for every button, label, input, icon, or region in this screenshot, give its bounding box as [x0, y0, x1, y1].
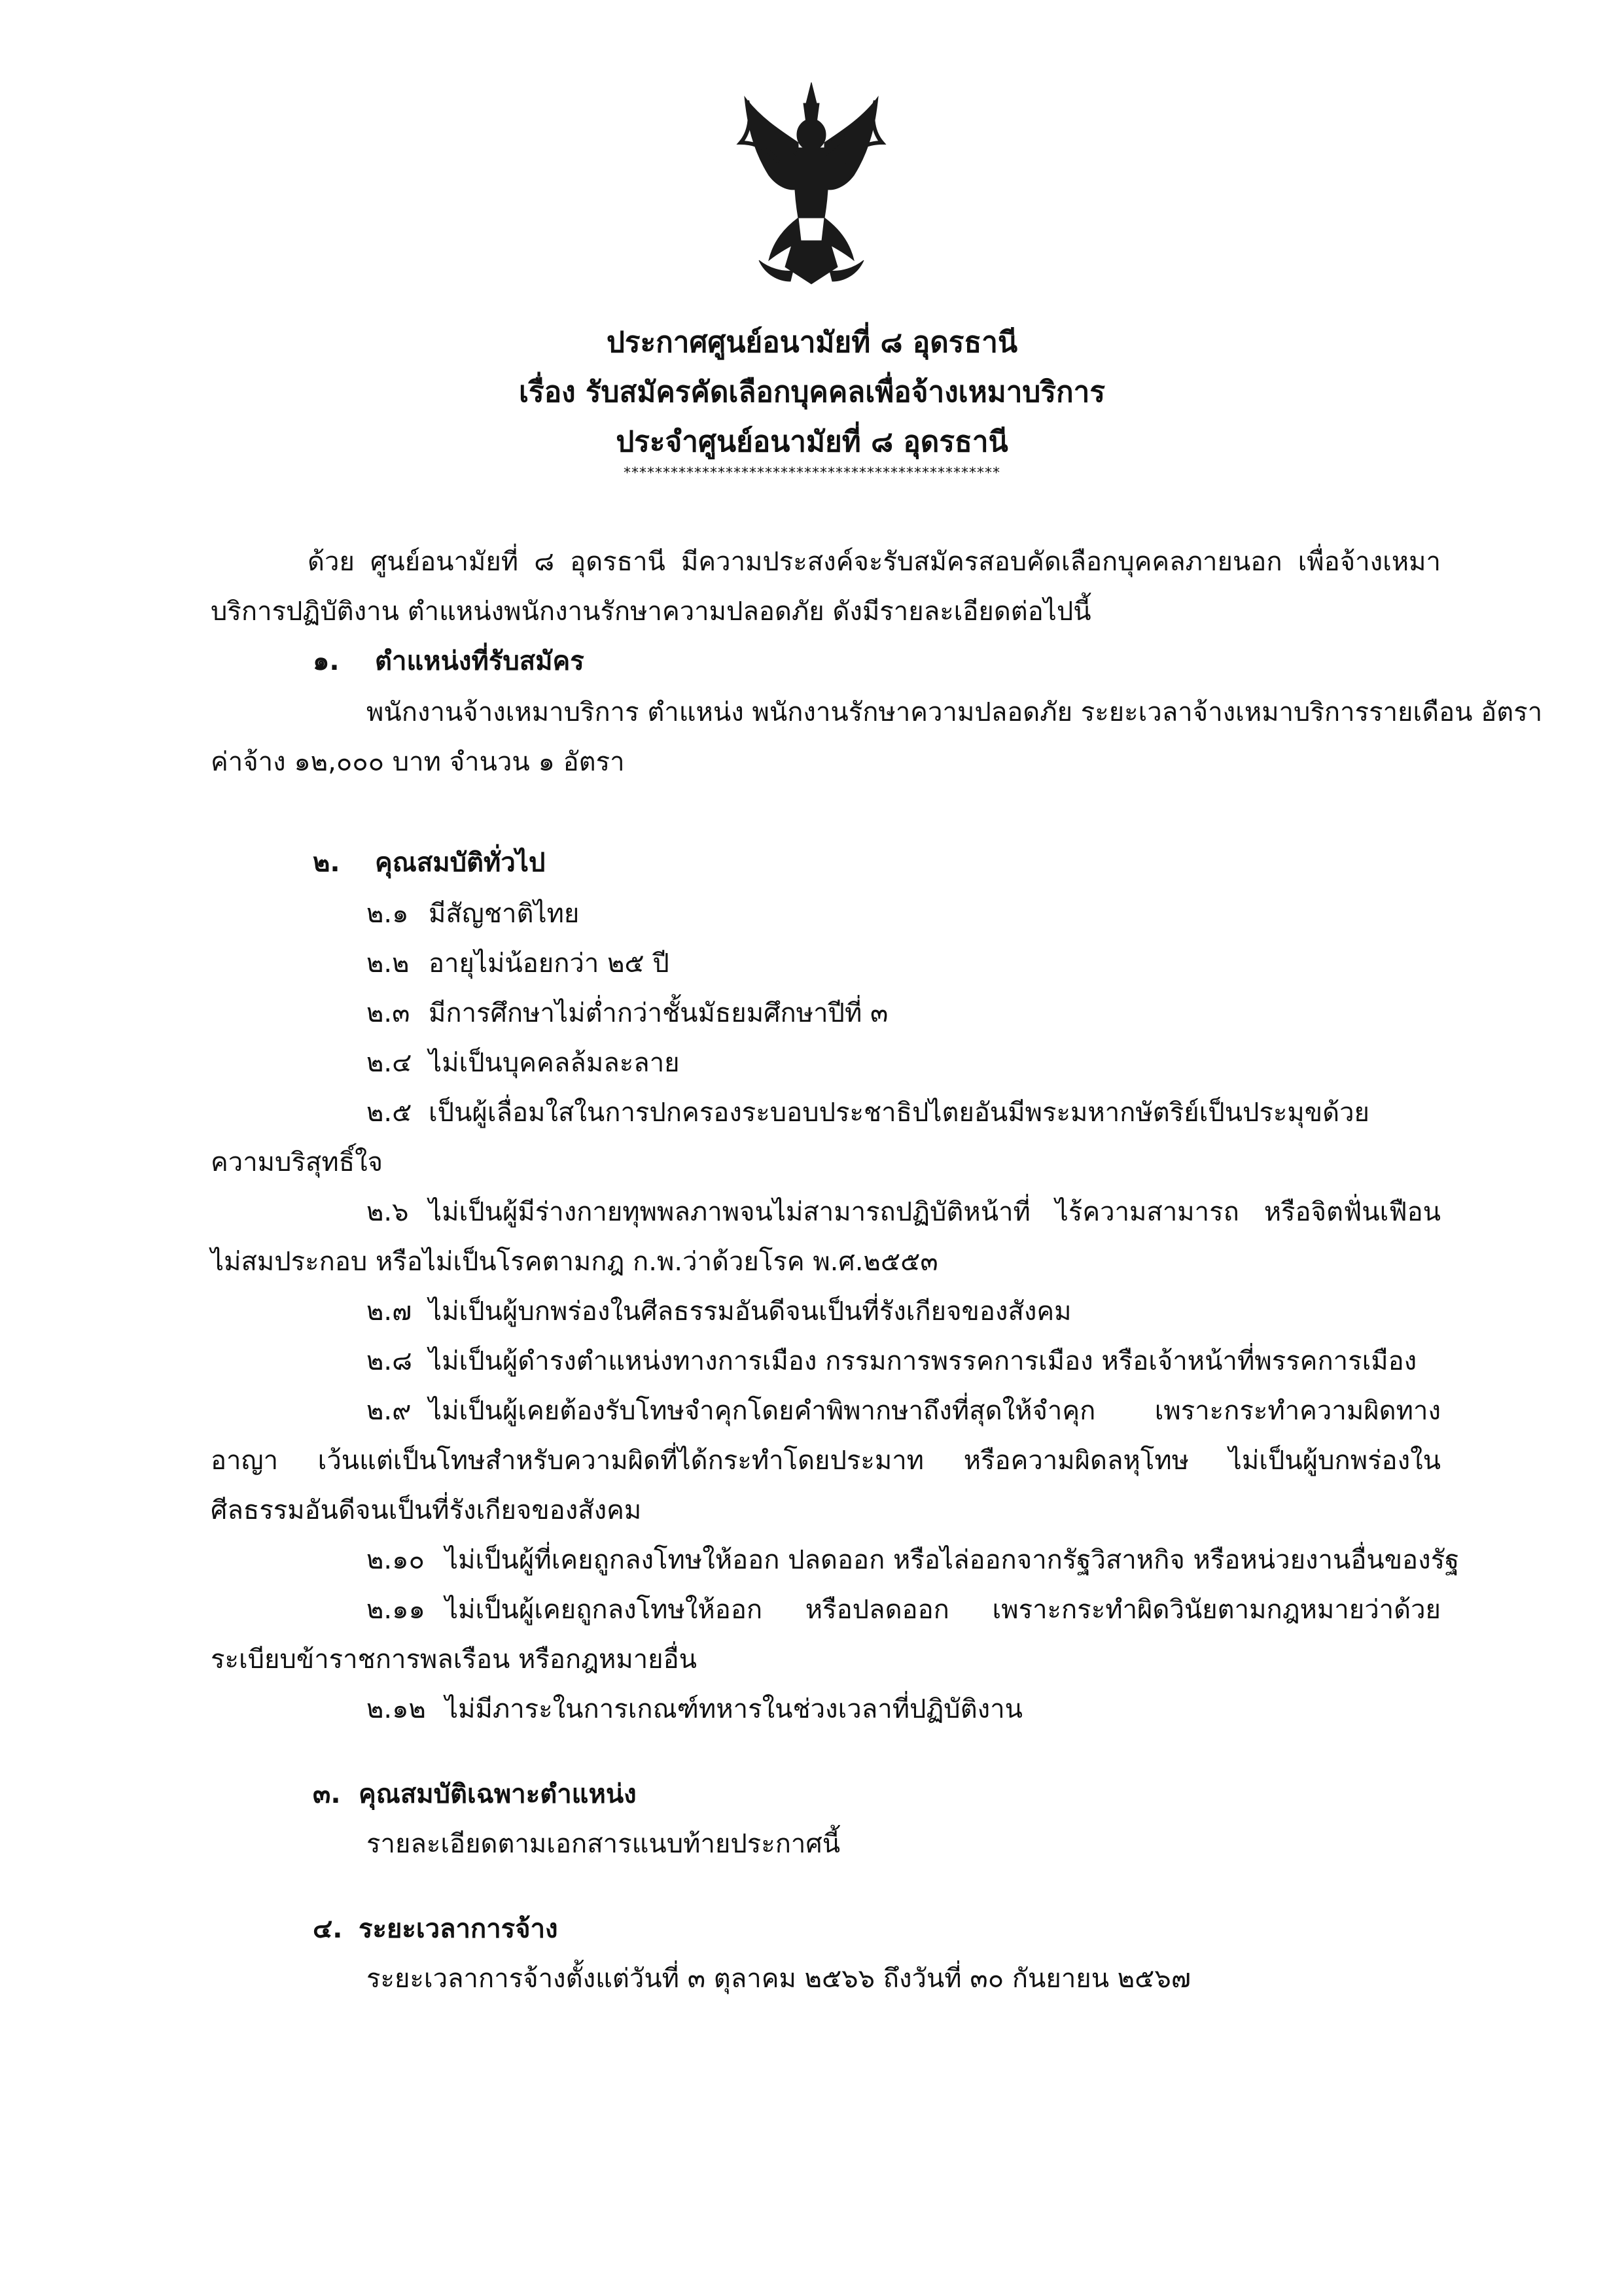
intro-line-2: บริการปฏิบัติงาน ตำแหน่งพนักงานรักษาความปลอดภัย ดังมีรายละเอียดต่อไปนี้ [211, 597, 1091, 627]
qualification-item: ๒.๑๑ ไม่เป็นผู้เคยถูกลงโทษให้ออก หรือปลดออก เพราะกระทำผิดวินัยตามกฎหมายว่าด้วย [366, 1595, 1441, 1625]
qualification-item-continuation: ศีลธรรมอันดีจนเป็นที่รังเกียจของสังคม [211, 1495, 642, 1525]
section-3-heading: ๓. คุณสมบัติเฉพาะตำแหน่ง [313, 1779, 637, 1809]
title-divider: ************************************************ [624, 465, 1000, 481]
qualification-item: ๒.๒ อายุไม่น้อยกว่า ๒๕ ปี [366, 948, 669, 979]
title-line-3: ประจำศูนย์อนามัยที่ ๘ อุดรธานี [616, 425, 1008, 459]
qualification-item: ๒.๑๒ ไม่มีภาระในการเกณฑ์ทหารในช่วงเวลาที่ปฏิบัติงาน [366, 1694, 1023, 1724]
section-4-text: ระยะเวลาการจ้างตั้งแต่วันที่ ๓ ตุลาคม ๒๕๖๖ ถึงวันที่ ๓๐ กันยายน ๒๕๖๗ [366, 1964, 1191, 1994]
qualification-item-continuation: ความบริสุทธิ์ใจ [211, 1147, 383, 1177]
qualification-item: ๒.๖ ไม่เป็นผู้มีร่างกายทุพพลภาพจนไม่สามารถปฏิบัติหน้าที่ ไร้ความสามารถ หรือจิตฟั่นเฟือน [366, 1197, 1441, 1227]
intro-line-1: ด้วย ศูนย์อนามัยที่ ๘ อุดรธานี มีความประสงค์จะรับสมัครสอบคัดเลือกบุคคลภายนอก เพื่อจ้างเหมา [308, 547, 1441, 577]
qualification-item: ๒.๕ เป็นผู้เลื่อมใสในการปกครองระบอบประชาธิปไตยอันมีพระมหากษัตริย์เป็นประมุขด้วย [366, 1098, 1369, 1128]
section-1-text-line-2: ค่าจ้าง ๑๒,๐๐๐ บาท จำนวน ๑ อัตรา [211, 747, 625, 777]
section-1-text-line-1: พนักงานจ้างเหมาบริการ ตำแหน่ง พนักงานรักษาความปลอดภัย ระยะเวลาจ้างเหมาบริการรายเดือน อัตรา [366, 697, 1543, 727]
title-line-2: เรื่อง รับสมัครคัดเลือกบุคคลเพื่อจ้างเหมาบริการ [519, 375, 1105, 409]
garuda-emblem-icon [733, 77, 890, 293]
qualification-item: ๒.๘ ไม่เป็นผู้ดำรงตำแหน่งทางการเมือง กรรมการพรรคการเมือง หรือเจ้าหน้าที่พรรคการเมือง [366, 1346, 1417, 1376]
qualification-item: ๒.๑๐ ไม่เป็นผู้ที่เคยถูกลงโทษให้ออก ปลดออก หรือไล่ออกจากรัฐวิสาหกิจ หรือหน่วยงานอื่นของรัฐ [366, 1545, 1460, 1575]
section-3-text: รายละเอียดตามเอกสารแนบท้ายประกาศนี้ [366, 1829, 841, 1859]
section-2-heading: ๒. คุณสมบัติทั่วไป [313, 848, 546, 878]
qualification-item-continuation: อาญา เว้นแต่เป็นโทษสำหรับความผิดที่ได้กระทำโดยประมาท หรือความผิดลหุโทษ ไม่เป็นผู้บกพร่องใน [211, 1446, 1441, 1476]
qualification-item-continuation: ระเบียบข้าราชการพลเรือน หรือกฎหมายอื่น [211, 1644, 697, 1675]
qualification-item: ๒.๙ ไม่เป็นผู้เคยต้องรับโทษจำคุกโดยคำพิพากษาถึงที่สุดให้จำคุก เพราะกระทำความผิดทาง [366, 1396, 1441, 1426]
section-1-heading: ๑. ตำแหน่งที่รับสมัคร [313, 646, 584, 676]
qualification-item: ๒.๗ ไม่เป็นผู้บกพร่องในศีลธรรมอันดีจนเป็นที่รังเกียจของสังคม [366, 1296, 1072, 1327]
title-line-1: ประกาศศูนย์อนามัยที่ ๘ อุดรธานี [606, 326, 1018, 359]
section-4-heading: ๔. ระยะเวลาการจ้าง [313, 1914, 558, 1944]
qualification-item: ๒.๓ มีการศึกษาไม่ต่ำกว่าชั้นมัธยมศึกษาปีที่ ๓ [366, 998, 889, 1028]
qualification-item-continuation: ไม่สมประกอบ หรือไม่เป็นโรคตามกฎ ก.พ.ว่าด้วยโรค พ.ศ.๒๕๕๓ [211, 1247, 938, 1277]
qualification-item: ๒.๔ ไม่เป็นบุคคลล้มละลาย [366, 1048, 680, 1078]
qualification-item: ๒.๑ มีสัญชาติไทย [366, 899, 580, 929]
